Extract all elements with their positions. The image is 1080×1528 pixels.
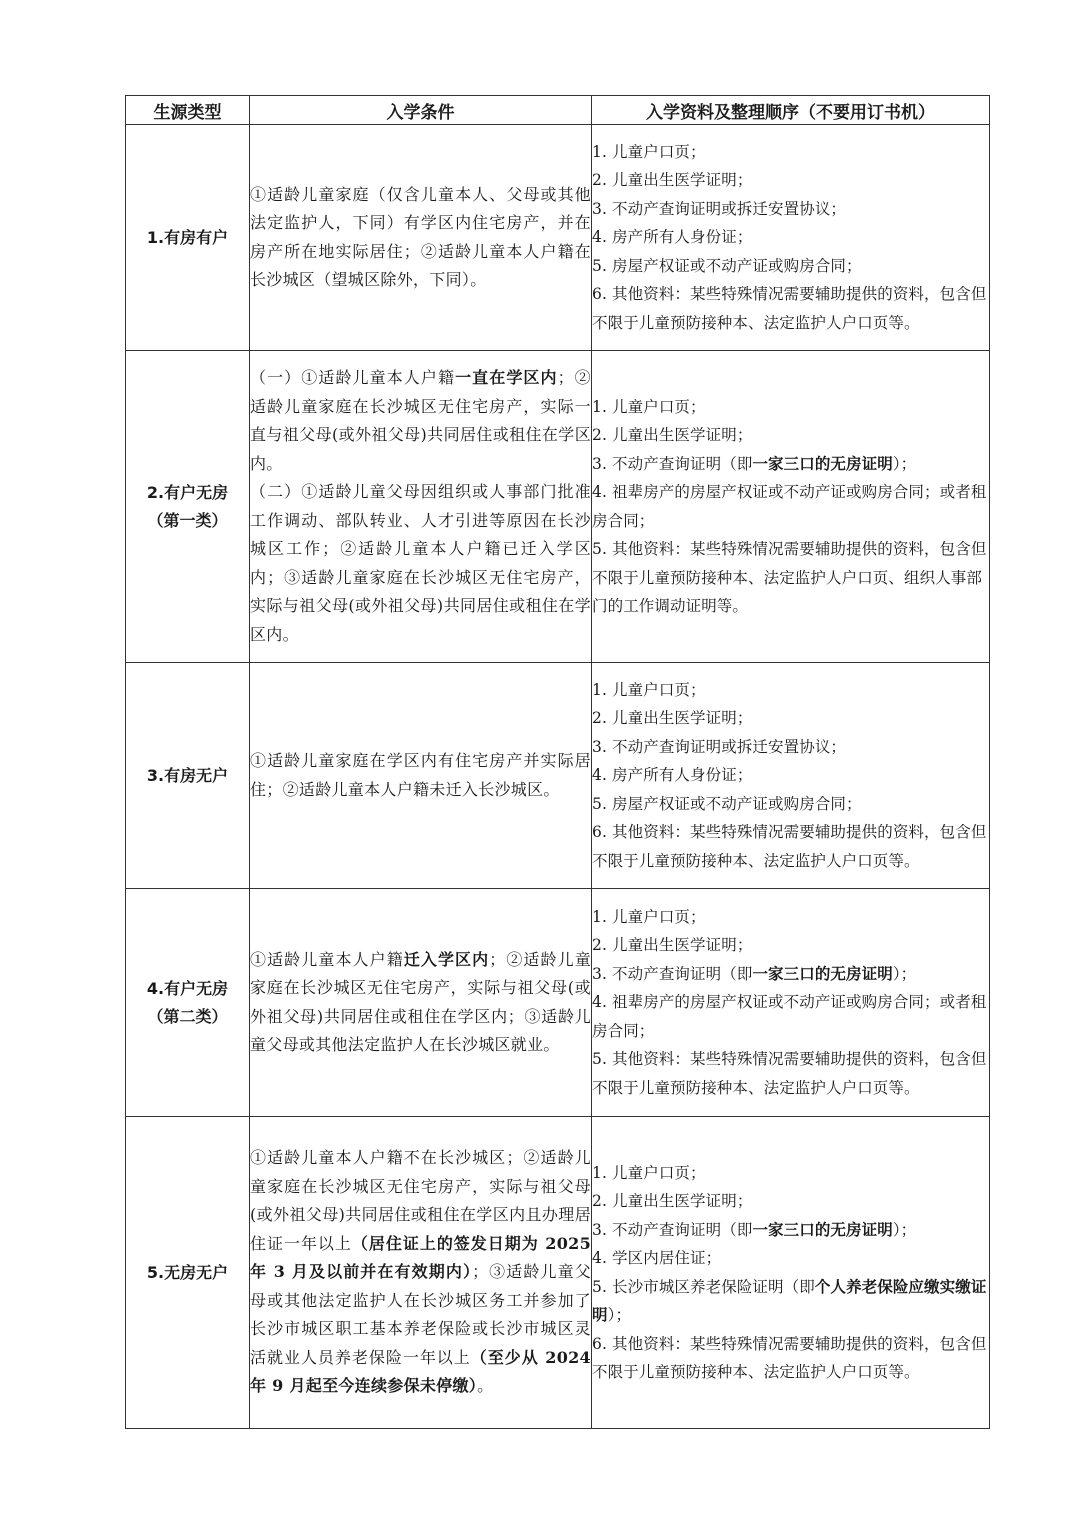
doc-emphasis: 一家三口的无房证明 xyxy=(752,453,893,473)
table-row xyxy=(126,889,990,1117)
doc-text: ）； xyxy=(607,1306,632,1324)
table-row xyxy=(126,125,990,351)
doc-text: ）； xyxy=(892,964,917,983)
row-docs xyxy=(592,1117,990,1429)
condition-text: （一）①适龄儿童本人户籍 xyxy=(250,368,456,387)
list-item: 6. 其他资料：某些特殊情况需要辅助提供的资料，包含但不限于儿童预防接种本、法定监护人户口页等。 xyxy=(592,1334,987,1381)
docs-list xyxy=(592,676,989,876)
type-sublabel: （第一类） xyxy=(147,510,228,530)
list-item: 1. 儿童户口页； xyxy=(592,907,706,926)
list-item: 1. 儿童户口页； xyxy=(592,1163,706,1182)
list-item: 4. 祖辈房产的房屋产权证或不动产证或购房合同；或者租房合同； xyxy=(592,993,987,1040)
condition-text: ①适龄儿童家庭（仅含儿童本人、父母或其他法定监护人，下同）有学区内住宅房产，并在房产所在地实际居住；②适龄儿童本人户籍在长沙城区（望城区除外，下同）。 xyxy=(250,184,591,289)
list-item: 1. 儿童户口页； xyxy=(592,397,706,416)
condition-paragraph: （二）①适龄儿童父母因组织或人事部门批准工作调动、部队转业、人才引进等原因在长沙城区工作；②适龄儿童本人户籍已迁入学区内；③适龄儿童家庭在长沙城区无住宅房产，实际与祖父母(或外祖父母)共同居住或租住在学区内。 xyxy=(250,482,591,644)
list-item: 3. 不动产查询证明或拆迁安置协议； xyxy=(592,737,847,756)
list-item xyxy=(592,1273,989,1330)
header-docs: 入学资料及整理顺序（不要用订书机） xyxy=(592,96,990,125)
row-docs xyxy=(592,889,990,1117)
type-sublabel: （第二类） xyxy=(147,1006,228,1026)
list-item: 5. 其他资料：某些特殊情况需要辅助提供的资料，包含但不限于儿童预防接种本、法定监护人户口页等。 xyxy=(592,1050,987,1097)
row-condition xyxy=(250,351,592,663)
condition-paragraph xyxy=(250,364,591,478)
row-docs xyxy=(592,125,990,351)
list-item: 2. 儿童出生医学证明； xyxy=(592,171,753,190)
list-item: 1. 儿童户口页； xyxy=(592,142,706,161)
doc-emphasis: 一家三口的无房证明 xyxy=(752,963,893,983)
doc-text: 5. 长沙市城区养老保险证明（即 xyxy=(592,1277,815,1296)
header-condition: 入学条件 xyxy=(250,96,592,125)
list-item: 6. 其他资料：某些特殊情况需要辅助提供的资料，包含但不限于儿童预防接种本、法定监护人户口页等。 xyxy=(592,823,987,870)
list-item: 4. 房产所有人身份证； xyxy=(592,228,753,247)
condition-text: 。 xyxy=(477,1376,494,1396)
condition-text: ；③适龄儿童父母或其他法定监护人在长沙城区务工并参加了长沙市城区职工基本养老保险或长沙市城区灵活就业人员养老保险一年以上 xyxy=(250,1262,591,1367)
list-item: 4. 祖辈房产的房屋产权证或不动产证或购房合同；或者租房合同； xyxy=(592,483,987,530)
row-type xyxy=(126,889,250,1117)
type-label: 3.有房无户 xyxy=(146,765,229,785)
list-item: 5. 房屋产权证或不动产证或购房合同； xyxy=(592,794,862,813)
list-item: 2. 儿童出生医学证明； xyxy=(592,936,753,955)
docs-list xyxy=(592,138,989,338)
list-item: 1. 儿童户口页； xyxy=(592,680,706,699)
list-item xyxy=(592,960,989,989)
condition-text: ①适龄儿童本人户籍 xyxy=(250,949,404,969)
list-item: 6. 其他资料：某些特殊情况需要辅助提供的资料，包含但不限于儿童预防接种本、法定监护人户口页等。 xyxy=(592,285,987,332)
condition-emphasis: 一直在学区内 xyxy=(455,368,558,387)
header-row xyxy=(126,96,990,125)
row-condition xyxy=(250,663,592,889)
condition-text: ①适龄儿童本人户籍不在长沙城区；②适龄儿童家庭在长沙城区无住宅房产，实际与祖父母(或外祖父母)共同居住或租住在学区内且办理居住证一年以上 xyxy=(250,1148,591,1253)
list-item xyxy=(592,1216,989,1245)
docs-list xyxy=(592,903,989,1103)
condition-emphasis: 迁入学区内 xyxy=(403,949,490,969)
table-row xyxy=(126,351,990,663)
list-item: 5. 房屋产权证或不动产证或购房合同； xyxy=(592,256,862,275)
condition-emphasis: （至少从 2024 年 9 月起至今连续参保未停缴） xyxy=(250,1347,591,1396)
doc-text: 3. 不动产查询证明（即 xyxy=(592,964,753,983)
row-type xyxy=(126,663,250,889)
list-item: 2. 儿童出生医学证明； xyxy=(592,426,753,444)
docs-list xyxy=(592,393,989,621)
type-label: 4.有户无房 xyxy=(146,978,229,998)
table-row xyxy=(126,663,990,889)
list-item: 4. 房产所有人身份证； xyxy=(592,766,753,785)
row-condition xyxy=(250,889,592,1117)
doc-text: 3. 不动产查询证明（即 xyxy=(592,454,753,473)
condition-text: ；②适龄儿童家庭在长沙城区无住宅房产，实际与祖父母(或外祖父母)共同居住或租住在学区内；③适龄儿童父母或其他法定监护人在长沙城区就业。 xyxy=(250,949,591,1054)
row-docs xyxy=(592,351,990,663)
type-label: 1.有房有户 xyxy=(146,227,229,247)
doc-text: ）； xyxy=(892,454,917,473)
doc-text: ）； xyxy=(892,1220,917,1239)
row-condition xyxy=(250,125,592,351)
type-label: 2.有户无房 xyxy=(146,482,229,502)
list-item: 5. 其他资料：某些特殊情况需要辅助提供的资料，包含但不限于儿童预防接种本、法定监护人户口页、组织人事部门的工作调动证明等。 xyxy=(592,540,987,615)
doc-emphasis: 一家三口的无房证明 xyxy=(752,1219,893,1239)
condition-text: ①适龄儿童家庭在学区内有住宅房产并实际居住；②适龄儿童本人户籍未迁入长沙城区。 xyxy=(250,751,591,799)
doc-emphasis: 个人养老保险应缴实缴证明 xyxy=(592,1276,987,1324)
list-item: 2. 儿童出生医学证明； xyxy=(592,709,753,728)
list-item: 2. 儿童出生医学证明； xyxy=(592,1192,753,1210)
row-type xyxy=(126,1117,250,1429)
enrollment-table xyxy=(125,95,990,1429)
condition-text: ；②适龄儿童家庭在长沙城区无住宅房产，实际一直与祖父母(或外祖父母)共同居住或租住在学区内。 xyxy=(250,368,591,473)
docs-list xyxy=(592,1159,989,1387)
condition-emphasis: （居住证上的签发日期为 2025 年 3 月及以前并在有效期内） xyxy=(250,1233,591,1282)
list-item: 4. 学区内居住证； xyxy=(592,1249,722,1267)
row-type xyxy=(126,351,250,663)
row-docs xyxy=(592,663,990,889)
table-row xyxy=(126,1117,990,1429)
row-type xyxy=(126,125,250,351)
header-type: 生源类型 xyxy=(126,96,250,125)
row-condition xyxy=(250,1117,592,1429)
type-label: 5.无房无户 xyxy=(146,1262,229,1282)
list-item xyxy=(592,450,989,479)
doc-text: 3. 不动产查询证明（即 xyxy=(592,1220,753,1239)
list-item: 3. 不动产查询证明或拆迁安置协议； xyxy=(592,199,847,218)
